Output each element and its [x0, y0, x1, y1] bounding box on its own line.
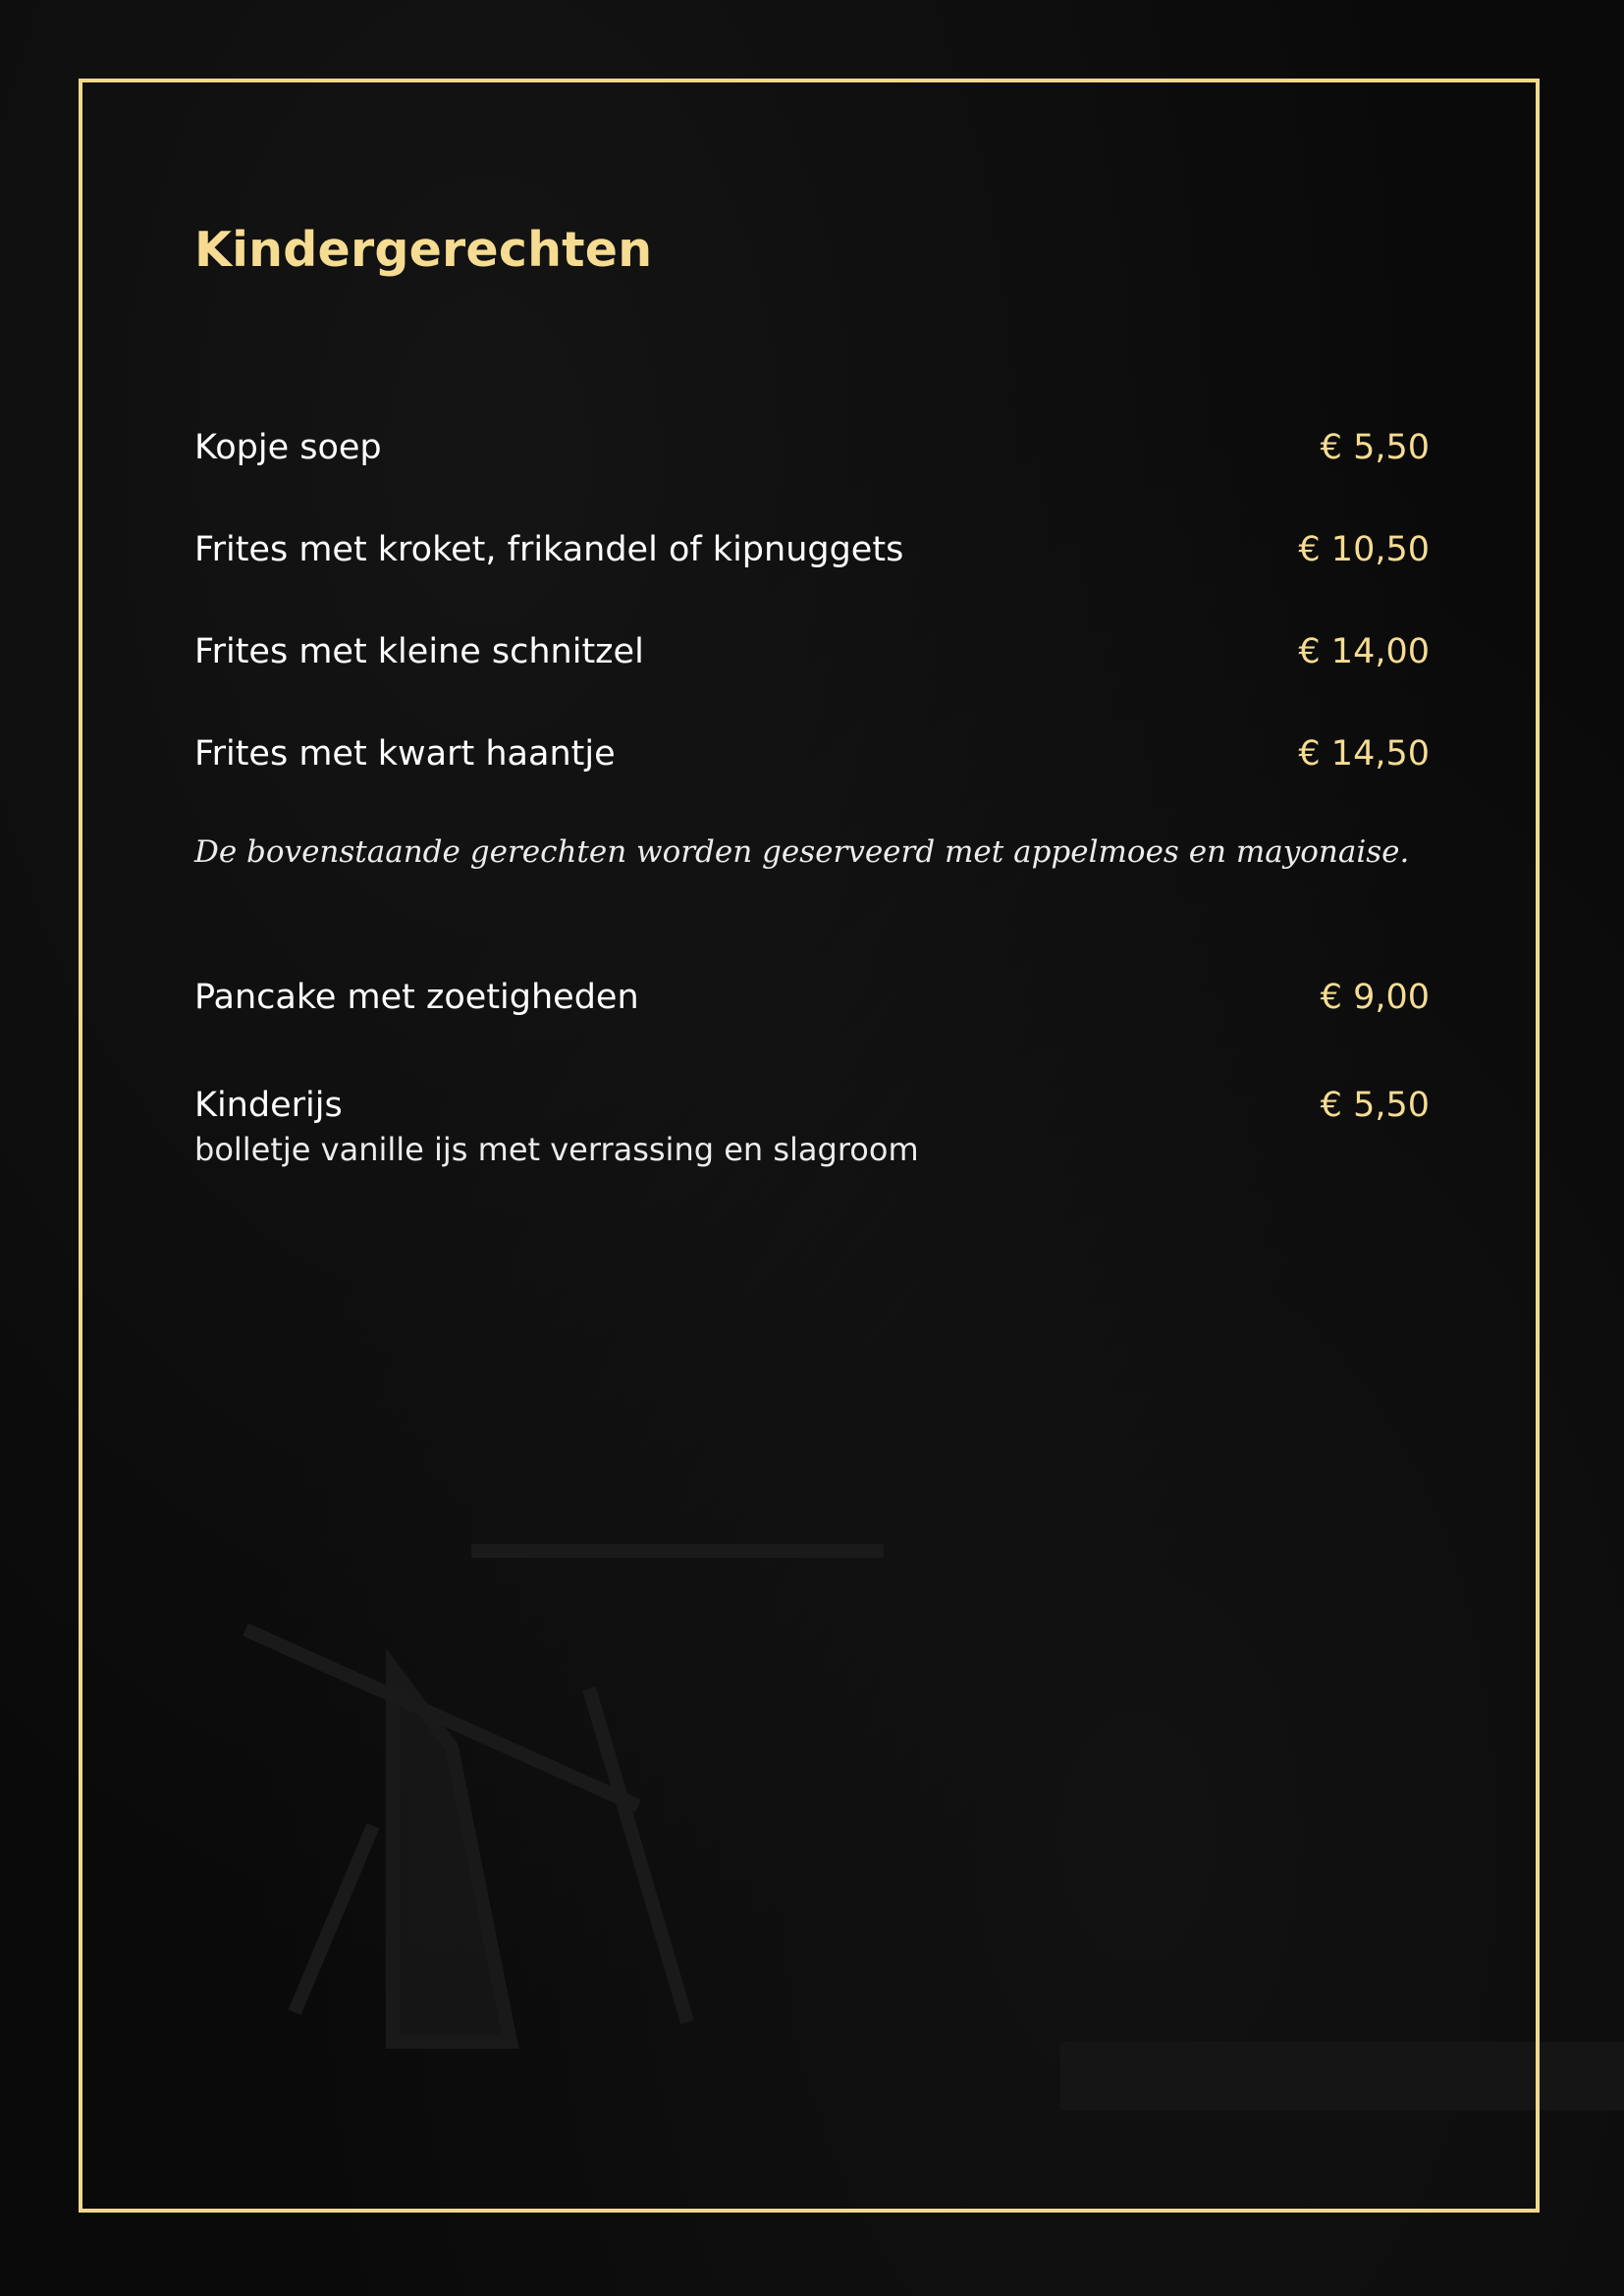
menu-item-price: € 5,50 — [1320, 1086, 1430, 1125]
menu-item-name: Frites met kroket, frikandel of kipnuggets — [194, 530, 904, 569]
menu-item — [194, 978, 1430, 1037]
menu-item-price: € 10,50 — [1298, 530, 1430, 569]
menu-item-price: € 14,00 — [1298, 632, 1430, 671]
menu-item — [194, 734, 1430, 793]
section-title: Kindergerechten — [194, 222, 653, 278]
menu-item-price: € 5,50 — [1320, 428, 1430, 467]
menu-item-name: Kopje soep — [194, 428, 382, 467]
menu-item-description: bolletje vanille ijs met verrassing en slagroom — [194, 1131, 919, 1168]
menu-item — [194, 632, 1430, 691]
menu-item-name: Frites met kwart haantje — [194, 734, 616, 774]
menu-item-price: € 14,50 — [1298, 734, 1430, 774]
menu-item-name: Kinderijs — [194, 1086, 343, 1125]
menu-note: De bovenstaande gerechten worden geserveerd met appelmoes en mayonaise. — [194, 834, 1410, 870]
menu-item — [194, 1086, 1430, 1184]
menu-item — [194, 428, 1430, 487]
menu-item-name: Frites met kleine schnitzel — [194, 632, 644, 671]
menu-item-name: Pancake met zoetigheden — [194, 978, 639, 1017]
menu-item — [194, 530, 1430, 589]
menu-item-price: € 9,00 — [1320, 978, 1430, 1017]
